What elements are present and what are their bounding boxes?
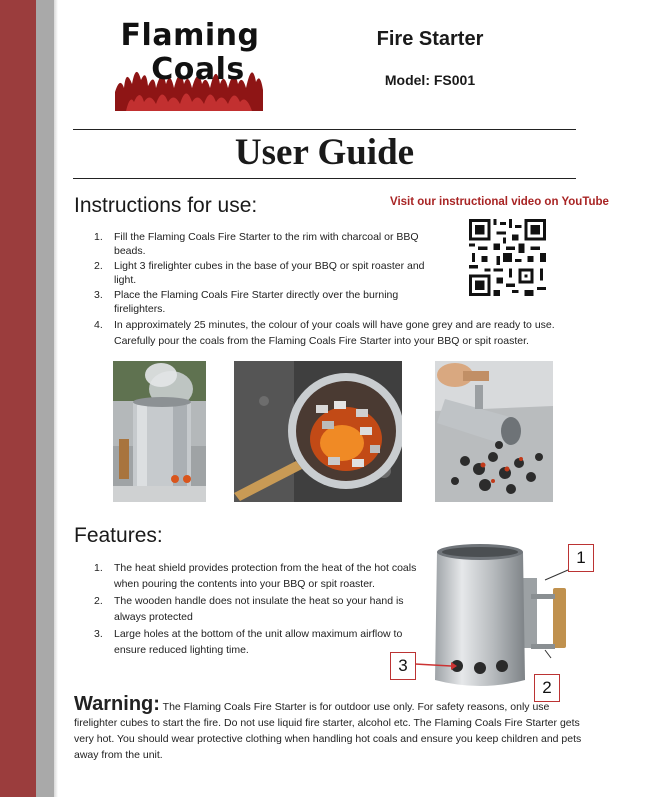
photo-coals-lit bbox=[234, 361, 402, 502]
list-item: 3. Place the Flaming Coals Fire Starter directly over the burning firelighters. bbox=[94, 289, 399, 315]
title-rule-top bbox=[73, 129, 576, 130]
left-border-grey bbox=[36, 0, 54, 797]
callout-1: 1 bbox=[568, 544, 594, 572]
list-item: 2. The wooden handle does not insulate the heat so your hand is always protected bbox=[94, 595, 404, 623]
list-item: 1. Fill the Flaming Coals Fire Starter to the rim with charcoal or BBQ beads. bbox=[94, 231, 419, 257]
list-item: 3. Large holes at the bottom of the unit allow maximum airflow to ensure reduced lighting time. bbox=[94, 628, 403, 656]
photo-starter-smoking bbox=[113, 361, 206, 502]
photo-pouring-coals bbox=[435, 361, 553, 502]
warning-paragraph bbox=[74, 693, 594, 763]
callout-3: 3 bbox=[390, 652, 416, 680]
list-item: 1. The heat shield provides protection from the heat of the hot coals when pouring the contents into your BBQ or spit roaster. bbox=[94, 562, 417, 590]
instructions-list bbox=[94, 230, 555, 350]
warning-text: The Flaming Coals Fire Starter is for outdoor use only. For safety reasons, only use firelighter cubes to start the fire. Do not use liquid fire starter, alcohol etc. The Flaming Coals Fire Starter gets very hot. You should wear protective clothing when handling hot coals and ensure you keep children and pets away from the unit. bbox=[74, 701, 582, 761]
warning-heading: Warning: bbox=[74, 693, 160, 715]
logo-word-coals: Coals bbox=[151, 52, 245, 87]
youtube-video-link[interactable]: Visit our instructional video on YouTube bbox=[390, 196, 609, 208]
left-border-red bbox=[0, 0, 36, 797]
starter-diagram bbox=[385, 540, 595, 700]
page-title: User Guide bbox=[234, 132, 415, 173]
left-border-shadow bbox=[54, 0, 58, 797]
features-list bbox=[94, 560, 424, 659]
instructions-heading: Instructions for use: bbox=[74, 194, 258, 217]
logo-word-flaming: Flaming bbox=[120, 18, 260, 53]
features-heading: Features: bbox=[74, 524, 163, 547]
model-number: Model: FS001 bbox=[384, 72, 476, 88]
list-item: 2. Light 3 firelighter cubes in the base of your BBQ or spit roaster and light. bbox=[94, 260, 425, 286]
title-rule-bottom bbox=[73, 178, 576, 179]
flaming-coals-logo bbox=[110, 14, 270, 114]
product-name: Fire Starter bbox=[376, 28, 484, 50]
qr-code[interactable] bbox=[469, 219, 546, 296]
chimney-starter-illustration bbox=[385, 540, 595, 700]
list-item: 4. In approximately 25 minutes, the colour of your coals will have gone grey and are ready to use. Carefully pour the coals from the Flaming Coals Fire Starter into your BBQ or spit roaster. bbox=[94, 319, 555, 347]
callout-2: 2 bbox=[534, 674, 560, 702]
